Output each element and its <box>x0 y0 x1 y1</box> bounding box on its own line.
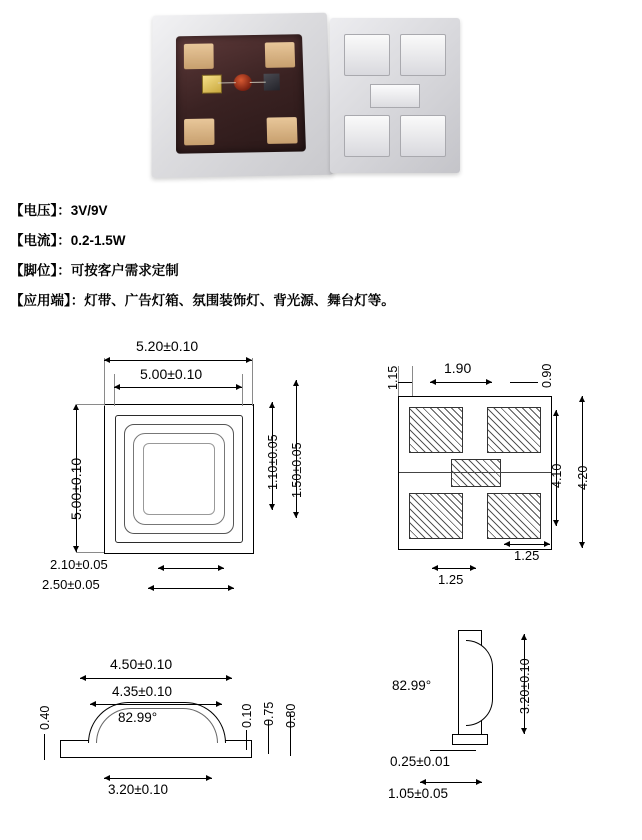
solder-pad-2 <box>400 34 446 76</box>
led-package-top-view <box>151 13 333 178</box>
profile-dome-outline <box>466 640 493 726</box>
dim-top-height: 5.00±0.10 <box>68 457 84 520</box>
dim-side-t3: 0.80 <box>284 703 298 728</box>
dimension-drawings <box>0 330 642 840</box>
dim-top-inner-width: 5.00±0.10 <box>140 366 203 382</box>
led-die-gold <box>202 75 222 94</box>
dim-side-angle: 82.99° <box>118 710 158 725</box>
dim-pad-inner: 2.10±0.05 <box>50 557 108 572</box>
solder-pad-1 <box>344 34 390 76</box>
led-die-dark <box>264 74 280 91</box>
spec-pin: 【脚位】：可按客户需求定制 <box>10 263 179 278</box>
spec-current: 【电流】：0.2-1.5W <box>10 233 126 248</box>
dim-lens-inner: 4.35±0.10 <box>112 684 172 699</box>
led-cavity <box>176 34 306 154</box>
pad-region-tl <box>409 407 463 453</box>
dim-outer-height: 4.20 <box>576 465 590 490</box>
dim-profile-height: 3.20±0.10 <box>518 658 532 714</box>
solder-pad-center <box>370 84 420 108</box>
led-pad-top-left <box>184 43 214 69</box>
dim-top-notch-a: 1.10±0.05 <box>266 434 280 490</box>
pad-center-line <box>399 472 551 473</box>
specification-list <box>10 196 630 316</box>
dim-top-outer-width: 5.20±0.10 <box>136 338 199 354</box>
led-pad-bottom-right <box>267 117 298 144</box>
pad-layout-outline <box>398 396 552 550</box>
pad-region-br <box>487 493 541 539</box>
dim-bottom-center: 1.25 <box>438 572 464 587</box>
dim-pad-width: 1.90 <box>444 360 472 376</box>
product-photo-area <box>0 0 642 190</box>
dim-side-t2: 0.75 <box>262 701 276 726</box>
spec-voltage: 【电压】：3V/9V <box>10 203 108 218</box>
dim-profile-angle: 82.99° <box>392 678 432 693</box>
top-view-outline <box>104 404 254 554</box>
pad-region-tr <box>487 407 541 453</box>
pad-region-center <box>451 459 501 487</box>
top-view-ring-5 <box>143 443 215 515</box>
dim-pad-right: 0.90 <box>540 363 554 388</box>
led-pad-top-right <box>265 42 295 68</box>
dim-side-t1: 0.10 <box>240 703 254 728</box>
dim-pad-gap-left: 1.15 <box>386 365 400 390</box>
solder-pad-4 <box>400 115 446 157</box>
dim-pad-outer: 2.50±0.05 <box>42 577 100 592</box>
solder-pad-3 <box>344 115 390 157</box>
led-pad-bottom-left <box>184 118 214 145</box>
dim-profile-total: 1.05±0.05 <box>388 786 448 801</box>
dim-profile-thickness: 0.25±0.01 <box>390 754 450 769</box>
led-package-bottom-view <box>330 18 460 173</box>
dim-top-notch-b: 1.50±0.05 <box>290 442 304 498</box>
spec-application: 【应用端】：灯带、广告灯箱、氛围装饰灯、背光源、舞台灯等。 <box>10 293 395 308</box>
dim-side-base: 3.20±0.10 <box>108 782 168 797</box>
profile-base-outline <box>452 734 488 745</box>
pad-region-bl <box>409 493 463 539</box>
dim-bottom-right: 1.25 <box>514 548 540 563</box>
dim-side-edge: 0.40 <box>38 705 52 730</box>
dim-lens-outer: 4.50±0.10 <box>110 656 173 672</box>
dim-inner-height: 4.10 <box>550 463 564 488</box>
